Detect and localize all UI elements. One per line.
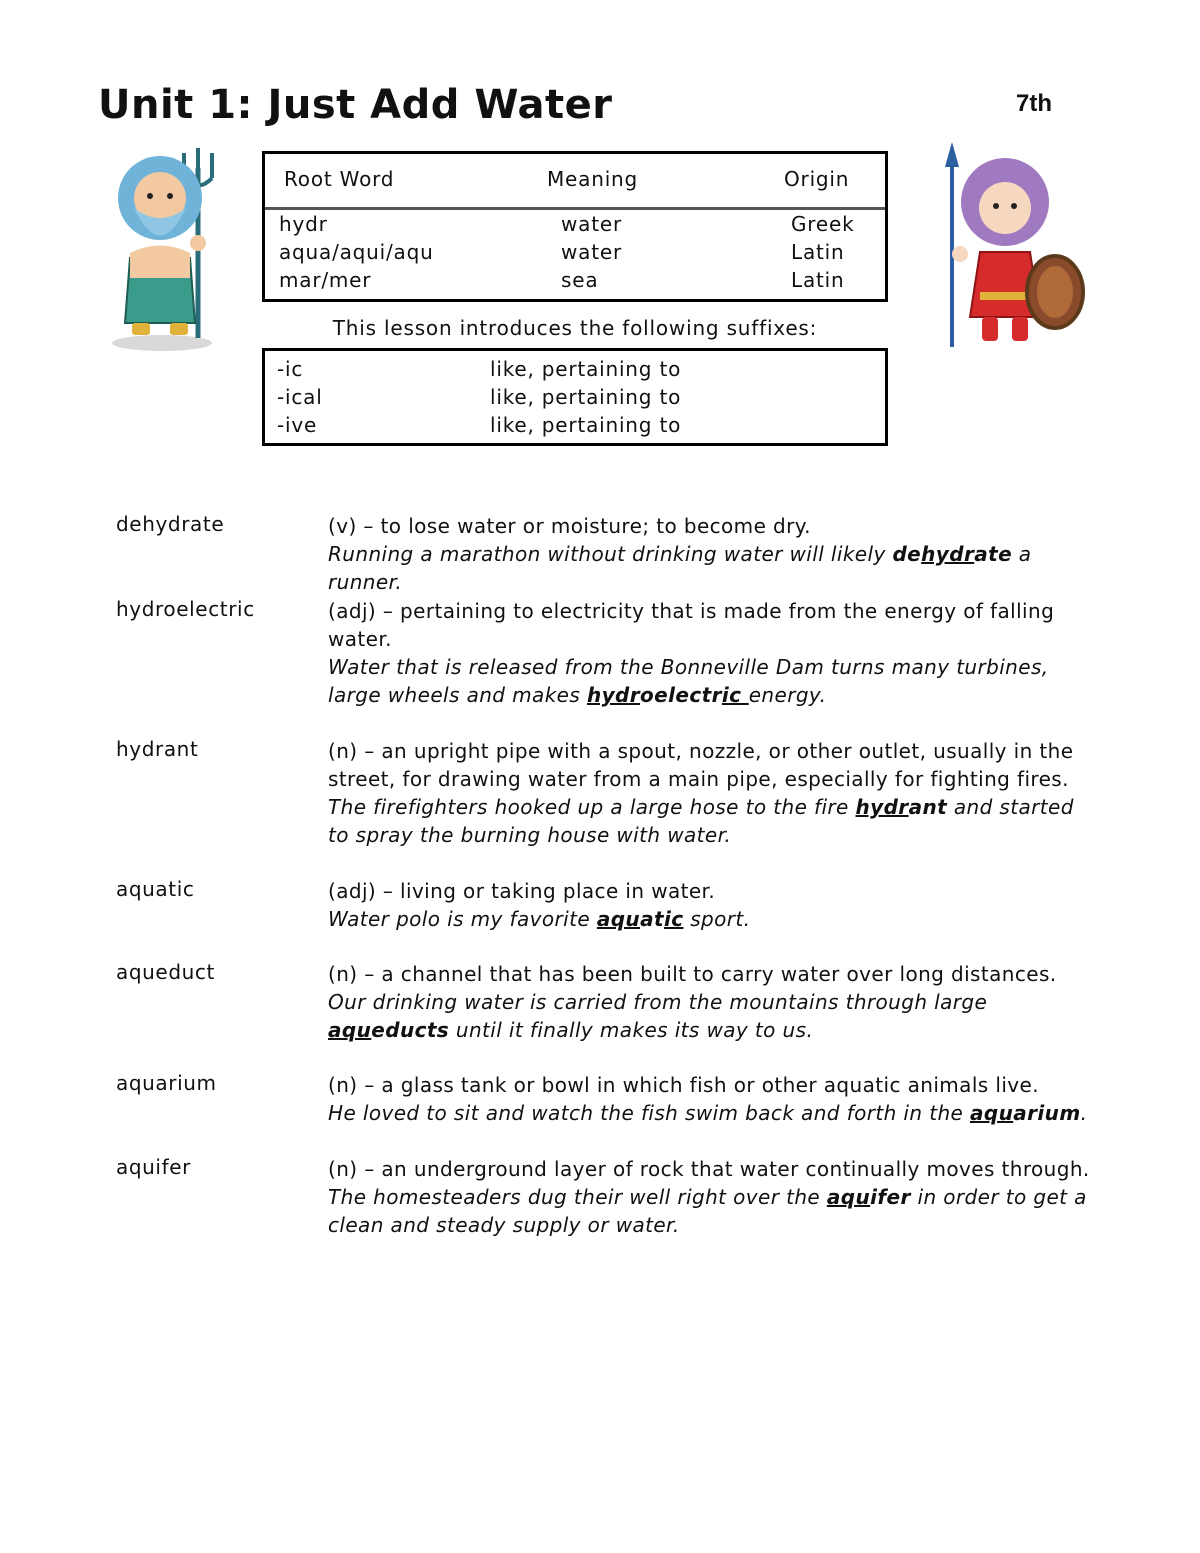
suffix-cell: -ic bbox=[277, 357, 304, 381]
meaning-cell: water bbox=[561, 240, 622, 264]
root-word-table bbox=[262, 151, 888, 302]
athena-illustration bbox=[930, 142, 1090, 352]
vocab-word: aquatic bbox=[116, 877, 195, 901]
root-cell: mar/mer bbox=[279, 268, 372, 292]
origin-cell: Greek bbox=[791, 212, 855, 236]
suffix-cell: -ive bbox=[277, 413, 318, 437]
suffix-meaning-cell: like, pertaining to bbox=[490, 357, 682, 381]
root-cell: aqua/aqui/aqu bbox=[279, 240, 434, 264]
suffix-meaning-cell: like, pertaining to bbox=[490, 385, 682, 409]
table-row bbox=[265, 357, 885, 385]
header-root-word: Root Word bbox=[284, 167, 395, 191]
origin-cell: Latin bbox=[791, 240, 845, 264]
vocab-body bbox=[328, 1155, 1098, 1239]
meaning-cell: sea bbox=[561, 268, 599, 292]
vocab-body bbox=[328, 1071, 1098, 1127]
vocab-word: hydrant bbox=[116, 737, 199, 761]
vocab-definition: (n) – a channel that has been built to carry water over long distances. bbox=[328, 962, 1057, 986]
table-row bbox=[265, 385, 885, 413]
grade-label: 7th bbox=[1016, 90, 1052, 117]
vocab-body bbox=[328, 877, 1098, 933]
vocab-body bbox=[328, 512, 1098, 596]
header-meaning: Meaning bbox=[547, 167, 639, 191]
vocab-word: hydroelectric bbox=[116, 597, 255, 621]
vocab-definition: (adj) – pertaining to electricity that is made from the energy of falling water. bbox=[328, 599, 1055, 651]
vocab-word: dehydrate bbox=[116, 512, 225, 536]
highlighted-word: aqueducts bbox=[328, 1018, 450, 1042]
highlighted-word: aquifer bbox=[826, 1185, 911, 1209]
vocab-word: aquarium bbox=[116, 1071, 217, 1095]
vocab-body bbox=[328, 737, 1098, 849]
suffix-meaning-cell: like, pertaining to bbox=[490, 413, 682, 437]
vocab-example: The homesteaders dug their well right over the aquifer in order to get a clean and steady supply or water. bbox=[328, 1185, 1087, 1237]
vocab-example: He loved to sit and watch the fish swim back and forth in the aquarium. bbox=[328, 1101, 1088, 1125]
highlighted-word: hydroelectric bbox=[586, 683, 749, 707]
vocab-definition: (v) – to lose water or moisture; to become dry. bbox=[328, 514, 811, 538]
vocab-body bbox=[328, 597, 1098, 709]
root-cell: hydr bbox=[279, 212, 328, 236]
vocab-word: aqueduct bbox=[116, 960, 215, 984]
vocab-definition: (n) – an underground layer of rock that water continually moves through. bbox=[328, 1157, 1090, 1181]
vocab-definition: (n) – an upright pipe with a spout, nozzle, or other outlet, usually in the street, for drawing water from a main pipe, especially for fighting fires. bbox=[328, 739, 1074, 791]
vocab-body bbox=[328, 960, 1098, 1044]
table-row bbox=[265, 240, 885, 268]
vocab-example: Running a marathon without drinking water will likely dehydrate a runner. bbox=[328, 542, 1032, 594]
table-row bbox=[265, 268, 885, 296]
suffix-intro: This lesson introduces the following suffixes: bbox=[332, 316, 818, 340]
vocab-example: Water that is released from the Bonneville Dam turns many turbines, large wheels and makes hydroelectric energy. bbox=[328, 655, 1049, 707]
vocab-example: The firefighters hooked up a large hose to the fire hydrant and started to spray the burning house with water. bbox=[328, 795, 1074, 847]
vocab-word: aquifer bbox=[116, 1155, 191, 1179]
vocab-example: Water polo is my favorite aquatic sport. bbox=[328, 907, 751, 931]
highlighted-word: hydrant bbox=[855, 795, 948, 819]
vocab-example: Our drinking water is carried from the mountains through large aqueducts until it finally makes its way to us. bbox=[328, 990, 988, 1042]
origin-cell: Latin bbox=[791, 268, 845, 292]
highlighted-word: aquarium bbox=[970, 1101, 1081, 1125]
root-table-header bbox=[265, 154, 885, 210]
header-origin: Origin bbox=[784, 167, 850, 191]
suffix-cell: -ical bbox=[277, 385, 323, 409]
vocab-definition: (n) – a glass tank or bowl in which fish or other aquatic animals live. bbox=[328, 1073, 1039, 1097]
table-row bbox=[265, 212, 885, 240]
suffix-table bbox=[262, 348, 888, 446]
meaning-cell: water bbox=[561, 212, 622, 236]
highlighted-word: dehydrate bbox=[892, 542, 1013, 566]
vocab-definition: (adj) – living or taking place in water. bbox=[328, 879, 716, 903]
page-title: Unit 1: Just Add Water bbox=[98, 82, 613, 128]
poseidon-illustration bbox=[100, 138, 230, 353]
table-row bbox=[265, 413, 885, 441]
highlighted-word: aquatic bbox=[596, 907, 684, 931]
